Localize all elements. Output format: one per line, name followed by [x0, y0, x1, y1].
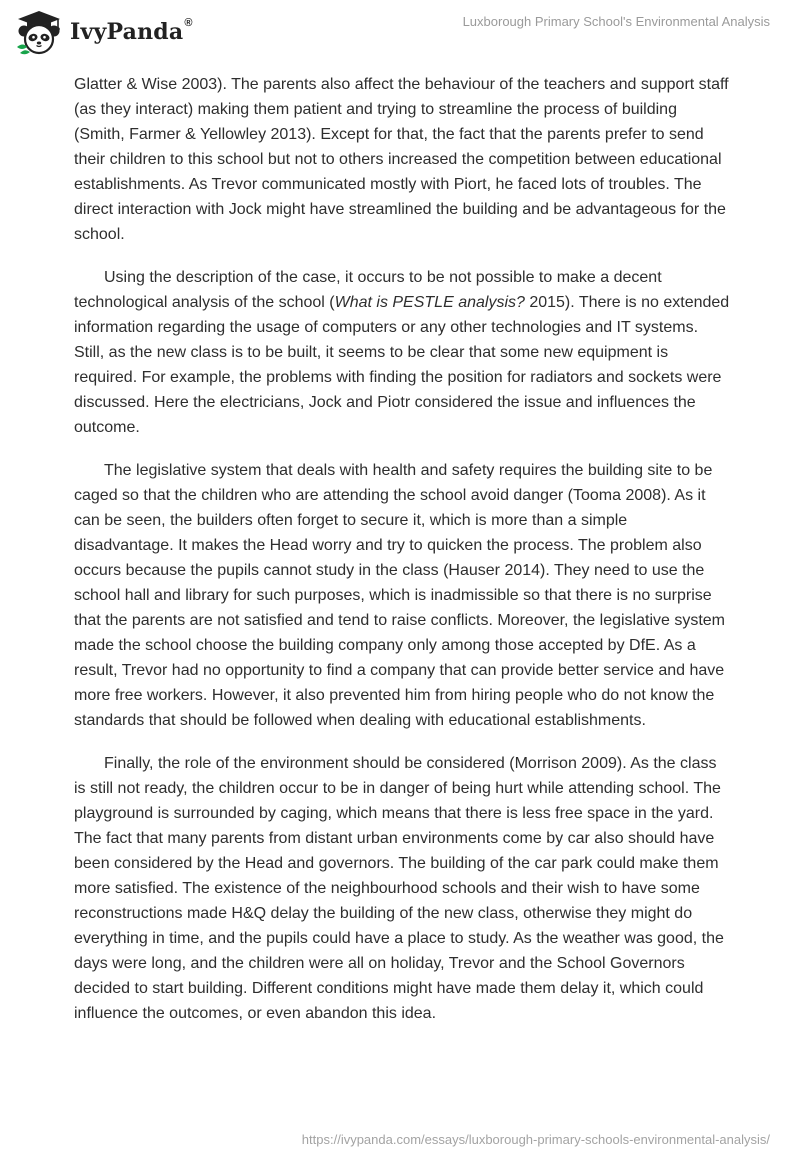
paragraph-3 [74, 458, 730, 733]
essay-body [74, 72, 730, 1044]
document-title: Luxborough Primary School's Environmental Analysis [462, 14, 770, 29]
paragraph-2 [74, 265, 730, 440]
registered-mark: ® [184, 17, 193, 29]
paragraph-1 [74, 72, 730, 247]
paragraph-2-text-end: 2015). There is no extended information regarding the usage of computers or any other technologies and IT systems. Still, as the new class is to be built, it seems to be clear that some new equipment is required. For example, the problems with finding the position for radiators and sockets were discussed. Here the electricians, Jock and Piotr considered the issue and influences the outcome. [74, 294, 730, 436]
paragraph-4-text: Finally, the role of the environment should be considered (Morrison 2009). As the class is still not ready, the children occur to be in danger of being hurt while attending school. The playground is surrounded by caging, which means that there is less free space in the yard. The fact that many parents from distant urban environments come by car also should have been considered by the Head and governors. The building of the car park could make them more satisfied. The existence of the neighbourhood schools and their wish to have some reconstructions made H&Q delay the building of the new class, otherwise they might do everything in time, and the pupils could have a place to study. As the weather was good, the days were long, and the children were all on holiday, Trevor and the School Governors decided to start building. Different conditions might have made them delay it, which could influence the outcomes, or even abandon this idea. [74, 755, 724, 1022]
paragraph-4 [74, 751, 730, 1026]
brand-name-text: IvyPanda [70, 19, 184, 45]
ivypanda-logo[interactable] [14, 9, 193, 55]
paragraph-2-text-start: Using the description of the case, it occurs to be not possible to make a decent technological analysis of the school ( [74, 269, 662, 311]
source-url[interactable]: https://ivypanda.com/essays/luxborough-primary-schools-environmental-analysis/ [301, 1132, 770, 1147]
cited-title: What is PESTLE analysis? [334, 294, 525, 311]
page-header [0, 0, 800, 64]
paragraph-1-text: Glatter & Wise 2003). The parents also affect the behaviour of the teachers and support staff (as they interact) making them patient and trying to streamline the process of building (Smith, Farmer & Yellowley 2013). Except for that, the fact that the parents prefer to send their children to this school but not to others increased the competition between educational establishments. As Trevor communicated mostly with Piort, he faced lots of troubles. The direct interaction with Jock might have streamlined the building and be advantageous for the school. [74, 76, 729, 243]
panda-graduate-icon [14, 9, 64, 55]
brand-name [70, 19, 193, 45]
paragraph-3-text: The legislative system that deals with health and safety requires the building site to be caged so that the children who are attending the school avoid danger (Tooma 2008). As it can be seen, the builders often forget to secure it, which is more than a simple disadvantage. It makes the Head worry and try to quicken the process. The problem also occurs because the pupils cannot study in the class (Hauser 2014). They need to use the school hall and library for such purposes, which is inadmissible so that there is no surprise that the parents are not satisfied and tend to raise conflicts. Moreover, the legislative system made the school choose the building company only among those accepted by DfE. As a result, Trevor had no opportunity to find a company that can provide better service and have more free workers. However, it also prevented him from hiring people who do not know the standards that should be followed when dealing with educational establishments. [74, 462, 726, 729]
